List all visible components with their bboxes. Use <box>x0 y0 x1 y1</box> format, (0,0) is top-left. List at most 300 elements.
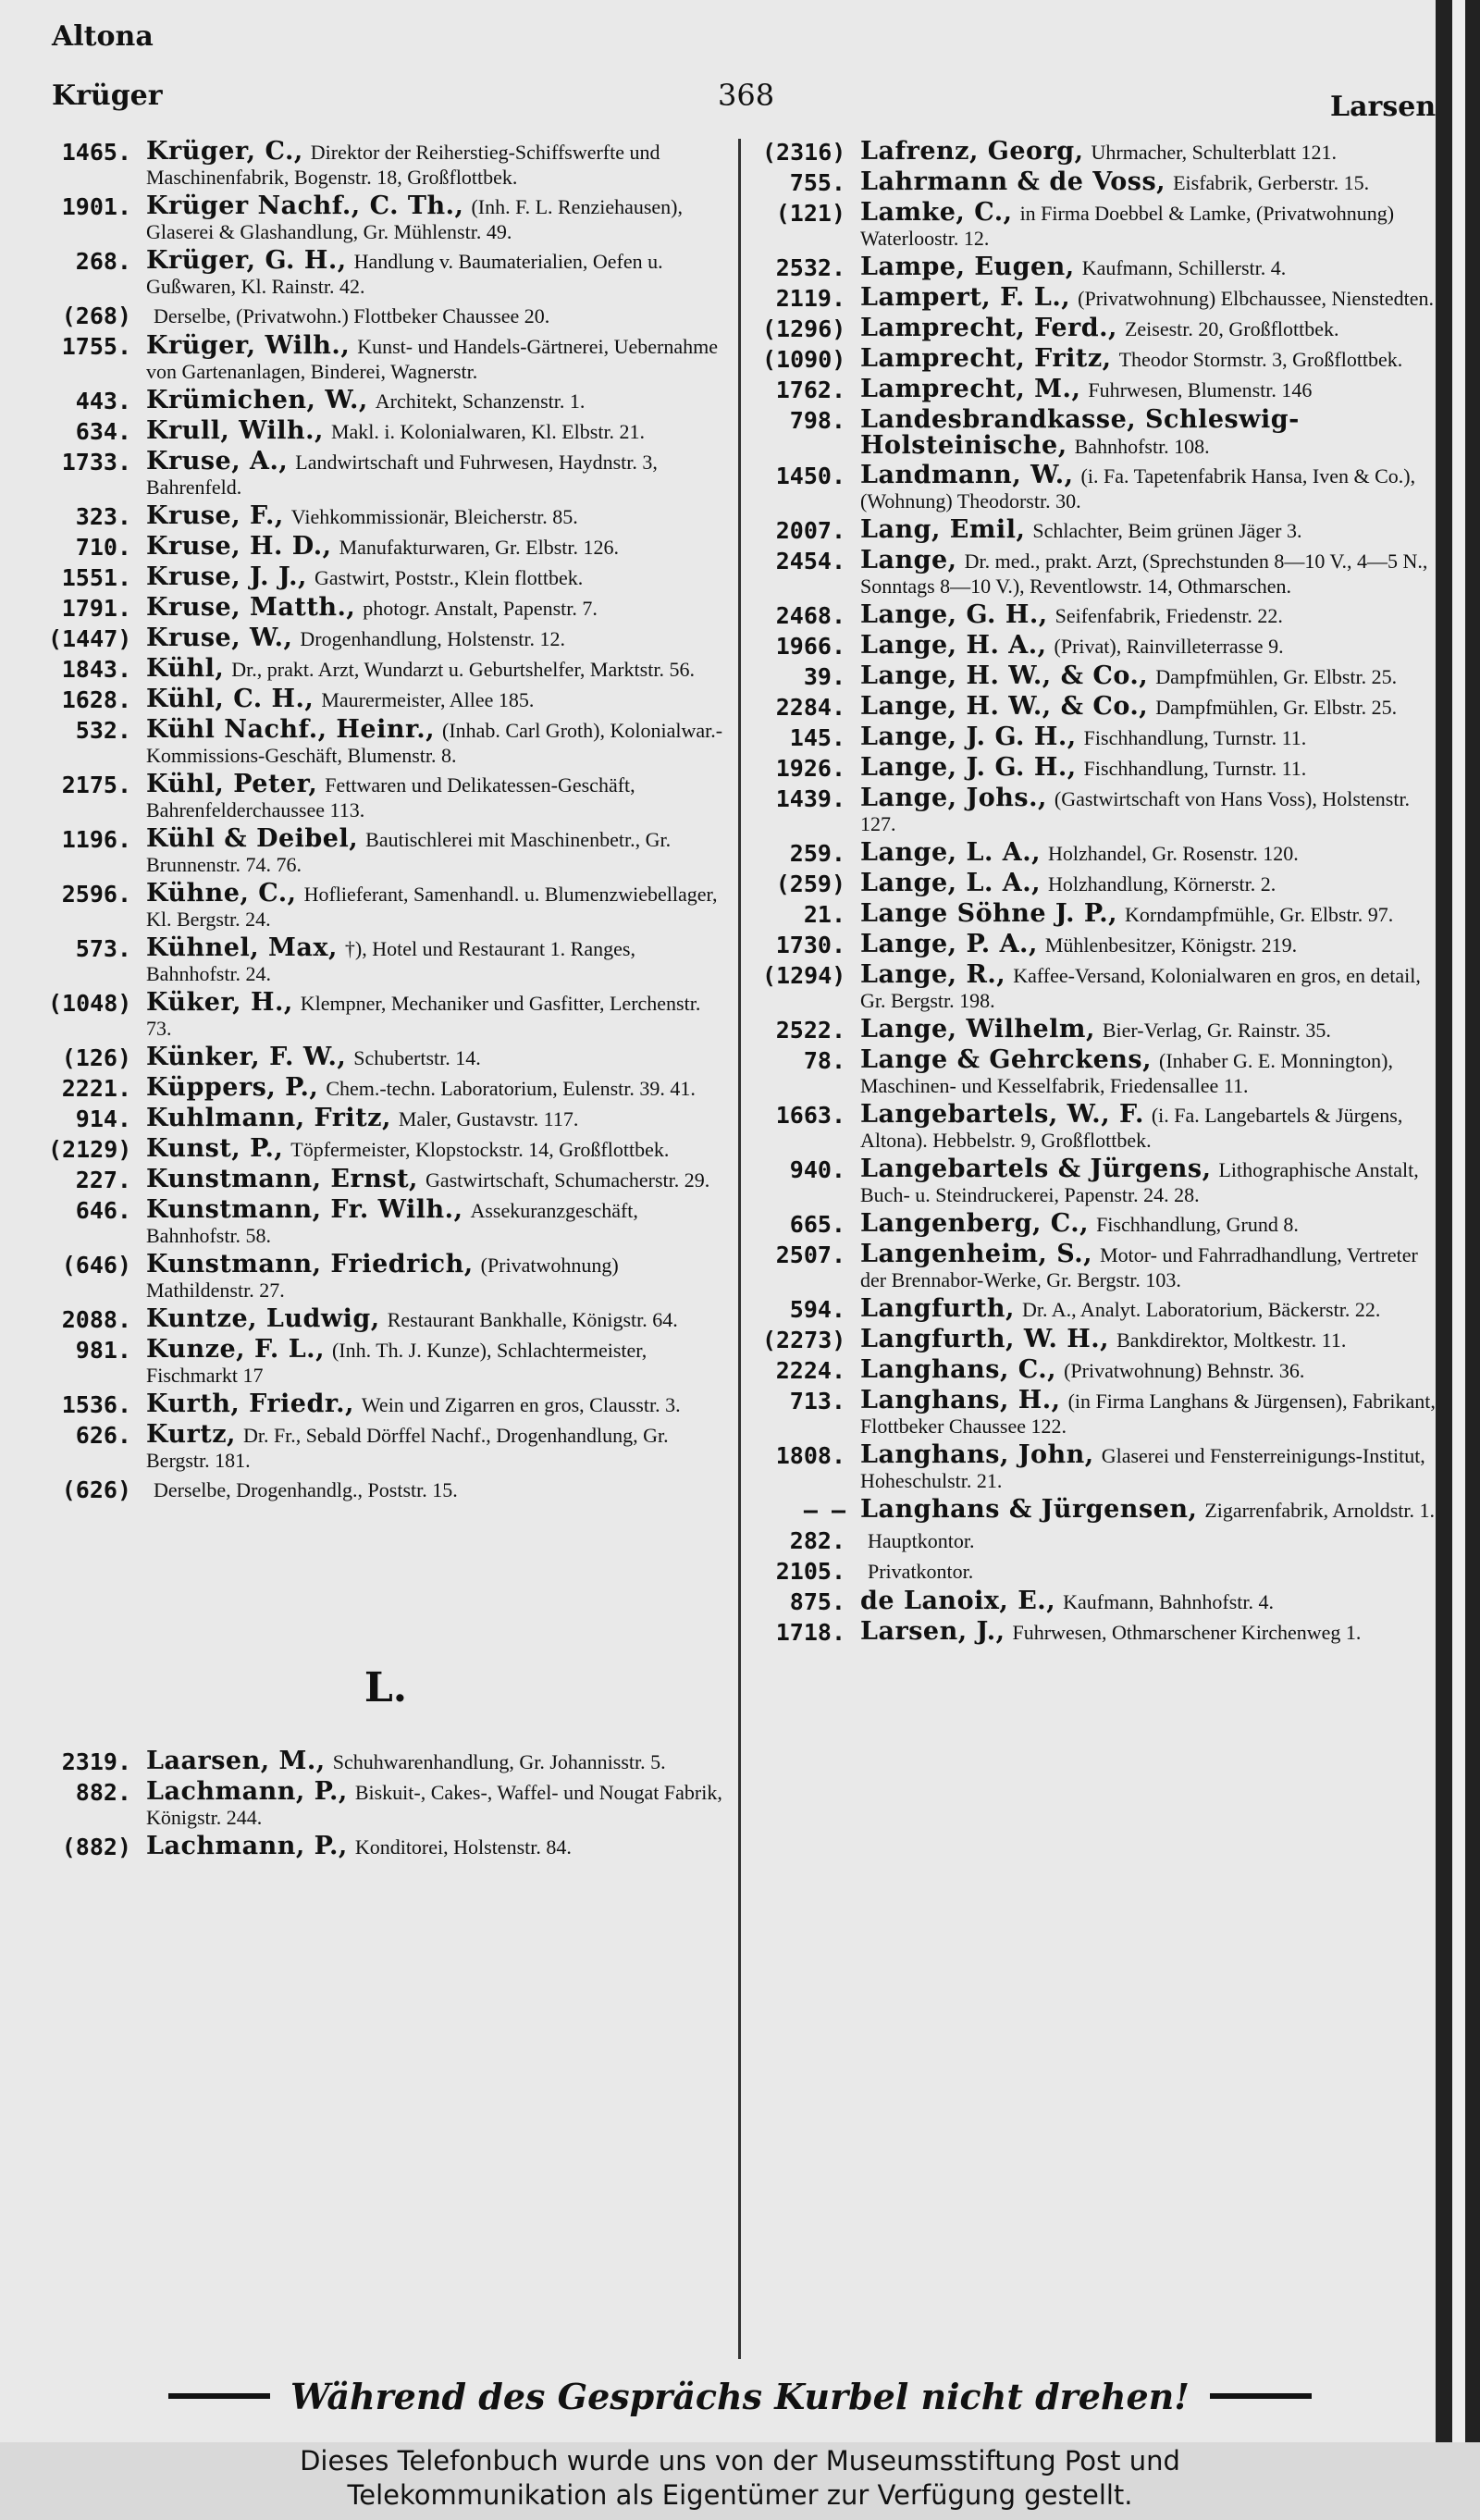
entry-details: Fettwaren und Delikatessen-Geschäft, Bahrenfelderchaussee 113. <box>146 773 635 821</box>
right-running-head: Larsen <box>1330 91 1437 123</box>
entry-details: Hauptkontor. <box>868 1529 975 1552</box>
directory-entry <box>48 1779 723 1830</box>
entry-details: Gastwirt, Poststr., Klein flottbek. <box>314 566 584 589</box>
phone-number: 21. <box>803 901 845 928</box>
directory-entry <box>48 564 723 591</box>
phone-number: 443. <box>75 388 131 414</box>
subscriber-name: Kuntze, Ludwig, <box>146 1304 380 1333</box>
directory-entry <box>48 333 723 384</box>
entry-details: Architekt, Schanzenstr. 1. <box>375 389 586 413</box>
entry-body <box>146 1476 723 1503</box>
entry-details: Kaufmann, Schillerstr. 4. <box>1081 256 1287 279</box>
directory-entry <box>762 1327 1436 1353</box>
subscriber-name: Lamprecht, Ferd., <box>860 314 1117 342</box>
phone-number: 875. <box>789 1588 845 1615</box>
entry-details: (Inh. Th. J. Kunze), Schlachtermeister, Fischmarkt 17 <box>146 1339 648 1387</box>
section-letter: L. <box>364 1664 408 1711</box>
phone-number: 2088. <box>61 1306 131 1333</box>
directory-entry <box>762 1588 1436 1615</box>
entry-details: Hoflieferant, Samenhandl. u. Blumenzwiebellager, Kl. Bergstr. 24. <box>146 883 718 931</box>
entry-details: (Inh. F. L. Renziehausen), Glaserei & Glashandlung, Gr. Mühlenstr. 49. <box>146 195 683 243</box>
phone-number: 626. <box>75 1422 131 1449</box>
subscriber-name: Kühl Nachf., Heinr., <box>146 715 436 744</box>
subscriber-name: Kühl, C. H., <box>146 685 314 713</box>
entry-details: Dr. A., Analyt. Laboratorium, Bäckerstr. 22. <box>1021 1298 1381 1321</box>
directory-entry <box>762 755 1436 782</box>
entry-details: Schlachter, Beim grünen Jäger 3. <box>1032 519 1302 542</box>
entry-details: Manufakturwaren, Gr. Elbstr. 126. <box>339 536 619 559</box>
phone-number: (121) <box>775 200 845 227</box>
subscriber-name: Langfurth, <box>860 1294 1015 1323</box>
entry-body <box>860 901 1436 928</box>
phone-number: 573. <box>75 935 131 962</box>
directory-entry <box>762 517 1436 544</box>
phone-number: 1465. <box>61 139 131 166</box>
directory-entry <box>48 449 723 500</box>
directory-entry <box>762 346 1436 373</box>
entry-details: Holzhandlung, Körnerstr. 2. <box>1048 872 1276 896</box>
phone-number: 1628. <box>61 686 131 713</box>
directory-entry <box>762 871 1436 897</box>
subscriber-name: de Lanoix, E., <box>860 1587 1056 1615</box>
phone-number: 1450. <box>775 463 845 489</box>
entry-details: Fischhandlung, Grund 8. <box>1096 1213 1299 1236</box>
entry-details: Direktor der Reiherstieg-Schiffswerfte und Maschinenfabrik, Bogenstr. 18, Großflottbek. <box>146 141 660 189</box>
phone-number: 2175. <box>61 772 131 798</box>
entry-body <box>146 1075 723 1102</box>
entry-body <box>146 1136 723 1163</box>
entry-body <box>146 625 723 652</box>
entry-body <box>860 517 1436 544</box>
phone-number: 2532. <box>775 254 845 281</box>
subscriber-name: Lange, Johs., <box>860 784 1047 812</box>
entry-body <box>146 1391 723 1418</box>
phone-number: 2319. <box>61 1748 131 1775</box>
subscriber-name: Lafrenz, Georg, <box>860 137 1084 166</box>
entry-details: Dr., prakt. Arzt, Wundarzt u. Geburtshelfer, Marktstr. 56. <box>231 658 695 681</box>
entry-details: Fischhandlung, Turnstr. 11. <box>1083 757 1307 780</box>
entry-body <box>146 1106 723 1132</box>
directory-entry <box>48 717 723 768</box>
directory-entry <box>762 633 1436 660</box>
phone-number: 1966. <box>775 633 845 660</box>
entry-body <box>146 1337 723 1388</box>
entry-details: (i. Fa. Langebartels & Jürgens, Altona). Hebbelstr. 9, Großflottbek. <box>860 1104 1403 1152</box>
entry-body <box>860 694 1436 721</box>
directory-entry <box>762 1211 1436 1238</box>
subscriber-name: Lange, H. W., & Co., <box>860 661 1149 690</box>
entry-details: Biskuit-, Cakes-, Waffel- und Nougat Fabrik, Königstr. 244. <box>146 1781 722 1829</box>
directory-entry <box>762 1241 1436 1292</box>
subscriber-name: Lange & Gehrckens, <box>860 1045 1152 1074</box>
directory-entry <box>762 785 1436 836</box>
entry-details: Gastwirtschaft, Schumacherstr. 29. <box>425 1168 710 1192</box>
phone-number: 2284. <box>775 694 845 721</box>
entry-details: Seifenfabrik, Friedenstr. 22. <box>1054 604 1283 627</box>
phone-number: 532. <box>75 717 131 744</box>
subscriber-name: Langebartels & Jürgens, <box>860 1155 1212 1183</box>
entry-body <box>146 534 723 561</box>
phone-number: 981. <box>75 1337 131 1364</box>
subscriber-name: Kunstmann, Friedrich, <box>146 1250 474 1279</box>
entry-details: Landwirtschaft und Fuhrwesen, Haydnstr. 3, Bahrenfeld. <box>146 451 658 499</box>
directory-entry <box>48 772 723 822</box>
directory-entry <box>762 1497 1436 1524</box>
subscriber-name: Künker, F. W., <box>146 1043 347 1071</box>
entry-details: Wein und Zigarren en gros, Clausstr. 3. <box>361 1393 681 1416</box>
directory-entry <box>762 1102 1436 1153</box>
phone-number: 1843. <box>61 656 131 683</box>
directory-entry <box>762 285 1436 312</box>
entry-details: Schuhwarenhandlung, Gr. Johannisstr. 5. <box>332 1750 666 1773</box>
entry-body <box>860 1619 1436 1646</box>
subscriber-name: Kunstmann, Ernst, <box>146 1165 418 1193</box>
phone-number: 710. <box>75 534 131 561</box>
slogan-rule-left <box>168 2393 270 2399</box>
subscriber-name: Langebartels, W., F. <box>860 1100 1144 1129</box>
directory-entry <box>48 1197 723 1248</box>
phone-number: 646. <box>75 1197 131 1224</box>
entry-details: (Privatwohnung) Mathildenstr. 27. <box>146 1254 619 1302</box>
entry-body <box>860 315 1436 342</box>
entry-details: Holzhandel, Gr. Rosenstr. 120. <box>1048 842 1299 865</box>
subscriber-name: Kruse, A., <box>146 447 289 476</box>
entry-details: (i. Fa. Tapetenfabrik Hansa, Iven & Co.), (Wohnung) Theodorstr. 30. <box>860 464 1416 513</box>
directory-entry <box>48 1136 723 1163</box>
subscriber-name: Lange, P. A., <box>860 930 1038 958</box>
phone-number: 798. <box>789 407 845 434</box>
entry-details: Schubertstr. 14. <box>353 1046 481 1069</box>
subscriber-name: Krüger Nachf., C. Th., <box>146 191 464 220</box>
entry-body <box>860 1527 1436 1554</box>
entry-body <box>860 200 1436 251</box>
right-column <box>762 139 1436 1649</box>
entry-details: (Privatwohnung) Elbchaussee, Nienstedten. <box>1078 287 1435 310</box>
phone-number: 2522. <box>775 1017 845 1044</box>
entry-details: Drogenhandlung, Holstenstr. 12. <box>300 627 566 650</box>
entry-body <box>860 1047 1436 1098</box>
phone-number: 914. <box>75 1106 131 1132</box>
subscriber-name: Kühl, Peter, <box>146 770 318 798</box>
directory-entry <box>48 139 723 190</box>
directory-entry <box>762 315 1436 342</box>
directory-entry <box>762 1296 1436 1323</box>
subscriber-name: Kruse, J. J., <box>146 562 307 591</box>
entry-details: Korndampfmühle, Gr. Elbstr. 97. <box>1125 903 1394 926</box>
phone-number: 1439. <box>775 785 845 812</box>
phone-number: 713. <box>789 1388 845 1414</box>
entry-body <box>860 169 1436 196</box>
slogan-text: Während des Gesprächs Kurbel nicht drehen! <box>290 2375 1190 2417</box>
directory-entry <box>48 656 723 683</box>
entry-body <box>860 724 1436 751</box>
subscriber-name: Krüger, C., <box>146 137 303 166</box>
entry-details: Handlung v. Baumaterialien, Oefen u. Gußwaren, Kl. Rainstr. 42. <box>146 250 663 298</box>
entry-details: Dampfmühlen, Gr. Elbstr. 25. <box>1155 665 1398 688</box>
entry-body <box>860 871 1436 897</box>
entry-body <box>860 346 1436 373</box>
phone-number: 1733. <box>61 449 131 476</box>
phone-number: 634. <box>75 418 131 445</box>
subscriber-name: Kruse, H. D., <box>146 532 332 561</box>
credit-notice <box>0 2444 1480 2520</box>
entry-body <box>146 1197 723 1248</box>
phone-number: (268) <box>61 303 131 329</box>
directory-entry <box>762 139 1436 166</box>
entry-body <box>860 1241 1436 1292</box>
phone-number: 227. <box>75 1167 131 1193</box>
entry-details: Makl. i. Kolonialwaren, Kl. Elbstr. 21. <box>330 420 646 443</box>
phone-number: 2007. <box>775 517 845 544</box>
entry-details: Chem.-techn. Laboratorium, Eulenstr. 39. 41. <box>326 1077 696 1100</box>
directory-entry <box>48 881 723 932</box>
entry-body <box>860 1388 1436 1439</box>
entry-body <box>860 1588 1436 1615</box>
entry-details: (Gastwirtschaft von Hans Voss), Holstenstr. 127. <box>860 787 1411 835</box>
subscriber-name: Lampert, F. L., <box>860 283 1071 312</box>
subscriber-name: Langenheim, S., <box>860 1240 1093 1268</box>
subscriber-name: Lange, R., <box>860 960 1006 989</box>
subscriber-name: Lachmann, P., <box>146 1777 348 1806</box>
subscriber-name: Lahrmann & de Voss, <box>860 167 1166 196</box>
entry-body <box>146 1779 723 1830</box>
entry-details: Assekuranzgeschäft, Bahnhofstr. 58. <box>146 1199 638 1247</box>
slogan-rule-right <box>1210 2393 1312 2399</box>
page-edge-strip <box>1452 0 1465 2442</box>
directory-entry <box>48 534 723 561</box>
entry-details: Töpfermeister, Klopstockstr. 14, Großflottbek. <box>290 1138 670 1161</box>
directory-entry <box>48 1337 723 1388</box>
entry-body <box>146 1167 723 1193</box>
entry-body <box>860 1497 1436 1524</box>
subscriber-name: Krüger, Wilh., <box>146 331 351 360</box>
subscriber-name: Kunze, F. L., <box>146 1335 325 1364</box>
entry-body <box>146 303 723 329</box>
subscriber-name: Lange, L. A., <box>860 869 1041 897</box>
phone-number: 268. <box>75 248 131 275</box>
phone-number: (882) <box>61 1834 131 1860</box>
entry-details: Mühlenbesitzer, Königstr. 219. <box>1044 933 1298 957</box>
entry-list-l <box>48 1748 723 1860</box>
directory-entry <box>48 1748 723 1775</box>
subscriber-name: Krüger, G. H., <box>146 246 347 275</box>
phone-number: (626) <box>61 1476 131 1503</box>
phone-number: 1551. <box>61 564 131 591</box>
directory-entry <box>48 248 723 299</box>
directory-entry <box>762 840 1436 867</box>
phone-number: 2507. <box>775 1241 845 1268</box>
directory-entry <box>762 901 1436 928</box>
phone-number: (646) <box>61 1252 131 1279</box>
subscriber-name: Kurth, Friedr., <box>146 1390 354 1418</box>
subscriber-name: Lange, Wilhelm, <box>860 1015 1095 1044</box>
entry-body <box>860 463 1436 513</box>
phone-number: 145. <box>789 724 845 751</box>
entry-body <box>146 1252 723 1303</box>
entry-details: Viehkommissionär, Bleicherstr. 85. <box>290 505 578 528</box>
phone-number: 594. <box>789 1296 845 1323</box>
directory-entry <box>762 694 1436 721</box>
entry-body <box>146 503 723 530</box>
entry-details: Lithographische Anstalt, Buch- u. Steindruckerei, Papenstr. 24. 28. <box>860 1158 1419 1206</box>
entry-body <box>860 840 1436 867</box>
directory-entry <box>762 602 1436 629</box>
footer-slogan <box>0 2368 1480 2424</box>
subscriber-name: Langhans, John, <box>860 1440 1094 1469</box>
entry-body <box>860 254 1436 281</box>
directory-entry <box>48 1476 723 1503</box>
directory-entry <box>762 377 1436 403</box>
subscriber-name: Kühl & Deibel, <box>146 824 359 853</box>
entry-details: Kunst- und Handels-Gärtnerei, Uebernahme von Gartenanlagen, Binderei, Wagnerstr. <box>146 335 718 383</box>
entry-body <box>146 1044 723 1071</box>
entry-body <box>860 285 1436 312</box>
directory-entry <box>48 1167 723 1193</box>
credit-line-2: Telekommunikation als Eigentümer zur Verfügung gestellt. <box>347 2479 1133 2511</box>
city-header: Altona <box>52 20 154 53</box>
entry-details: Glaserei und Fensterreinigungs-Institut, Hoheschulstr. 21. <box>860 1444 1425 1492</box>
directory-entry <box>48 1422 723 1473</box>
subscriber-name: Kurtz, <box>146 1420 236 1449</box>
entry-body <box>146 990 723 1041</box>
subscriber-name: Lange, J. G. H., <box>860 723 1077 751</box>
directory-entry <box>48 826 723 877</box>
directory-entry <box>762 254 1436 281</box>
directory-entry <box>762 463 1436 513</box>
entry-body <box>146 564 723 591</box>
entry-details: in Firma Doebbel & Lamke, (Privatwohnung) Waterloostr. 12. <box>860 202 1395 250</box>
entry-body <box>146 772 723 822</box>
entry-details: Kaffee-Versand, Kolonialwaren en gros, en detail, Gr. Bergstr. 198. <box>860 964 1421 1012</box>
entry-details: Fischhandlung, Turnstr. 11. <box>1083 726 1307 749</box>
entry-details: (Privatwohnung) Behnstr. 36. <box>1064 1359 1305 1382</box>
column-divider <box>738 139 741 2359</box>
directory-entry <box>762 663 1436 690</box>
directory-entry <box>762 1388 1436 1439</box>
phone-number: 78. <box>803 1047 845 1074</box>
phone-number: 39. <box>803 663 845 690</box>
phone-number: (2129) <box>48 1136 132 1163</box>
entry-body <box>146 449 723 500</box>
directory-entry <box>762 1047 1436 1098</box>
entry-body <box>860 755 1436 782</box>
directory-entry <box>48 1075 723 1102</box>
subscriber-name: Krull, Wilh., <box>146 416 324 445</box>
directory-entry <box>48 418 723 445</box>
subscriber-name: Langenberg, C., <box>860 1209 1090 1238</box>
directory-entry <box>48 625 723 652</box>
entry-details: Derselbe, (Privatwohn.) Flottbeker Chaussee 20. <box>154 304 550 327</box>
phone-number: 882. <box>75 1779 131 1806</box>
subscriber-name: Lamke, C., <box>860 198 1013 227</box>
entry-body <box>860 1327 1436 1353</box>
entry-details: Dr. med., prakt. Arzt, (Sprechstunden 8—10 V., 4—5 N., Sonntags 8—10 V.), Reventlowstr. 14, Othmarschen. <box>860 550 1428 598</box>
entry-details: Motor- und Fahrradhandlung, Vertreter der Brennabor-Werke, Gr. Bergstr. 103. <box>860 1243 1418 1291</box>
subscriber-name: Lange, H. A., <box>860 631 1047 660</box>
entry-body <box>860 1357 1436 1384</box>
phone-number: (1296) <box>762 315 846 342</box>
entry-body <box>860 602 1436 629</box>
entry-details: Restaurant Bankhalle, Königstr. 64. <box>387 1308 678 1331</box>
entry-body <box>860 1442 1436 1493</box>
phone-number: (1447) <box>48 625 132 652</box>
entry-details: Bier-Verlag, Gr. Rainstr. 35. <box>1102 1019 1331 1042</box>
phone-number: 1808. <box>775 1442 845 1469</box>
entry-body <box>146 139 723 190</box>
phone-number: (259) <box>775 871 845 897</box>
entry-body <box>146 935 723 986</box>
phone-number: 1730. <box>775 932 845 958</box>
directory-entry <box>48 1834 723 1860</box>
entry-details: Maurermeister, Allee 185. <box>321 688 535 711</box>
entry-details: Zeisestr. 20, Großflottbek. <box>1124 317 1339 340</box>
phone-number: 2221. <box>61 1075 131 1102</box>
entry-details: Fuhrwesen, Othmarschener Kirchenweg 1. <box>1012 1621 1362 1644</box>
directory-entry <box>48 503 723 530</box>
directory-entry <box>762 1017 1436 1044</box>
entry-details: Zigarrenfabrik, Arnoldstr. 1. <box>1204 1499 1436 1522</box>
subscriber-name: Lange Söhne J. P., <box>860 899 1118 928</box>
entry-details: Maler, Gustavstr. 117. <box>398 1107 579 1130</box>
entry-details: (Privat), Rainvilleterrasse 9. <box>1054 635 1284 658</box>
phone-number: 259. <box>789 840 845 867</box>
subscriber-name: Lachmann, P., <box>146 1832 348 1860</box>
entry-body <box>860 377 1436 403</box>
entry-details: Eisfabrik, Gerberstr. 15. <box>1173 171 1370 194</box>
phone-number: 2468. <box>775 602 845 629</box>
phone-number: 1791. <box>61 595 131 622</box>
phone-number: 755. <box>789 169 845 196</box>
entry-body <box>860 1211 1436 1238</box>
subscriber-name: Landesbrandkasse, Schleswig-Holsteinische, <box>860 405 1300 460</box>
phone-number: (2316) <box>762 139 846 166</box>
entry-details: †), Hotel und Restaurant 1. Ranges, Bahnhofstr. 24. <box>146 937 635 985</box>
directory-entry <box>762 1442 1436 1493</box>
subscriber-name: Kühl, <box>146 654 225 683</box>
subscriber-name: Kühne, C., <box>146 879 297 908</box>
subscriber-name: Larsen, J., <box>860 1617 1005 1646</box>
subscriber-name: Kunst, P., <box>146 1134 284 1163</box>
page-number: 368 <box>718 78 775 113</box>
phone-number: 2596. <box>61 881 131 908</box>
entry-details: (Inhaber G. E. Monnington), Maschinen- und Kesselfabrik, Friedensallee 11. <box>860 1049 1393 1097</box>
directory-entry <box>48 303 723 329</box>
entry-list-k <box>48 139 723 1503</box>
entry-details: (Inhab. Carl Groth), Kolonialwar.-Kommissions-Geschäft, Blumenstr. 8. <box>146 719 723 767</box>
directory-entry <box>762 932 1436 958</box>
phone-number: 1536. <box>61 1391 131 1418</box>
phone-number: 940. <box>789 1156 845 1183</box>
phone-number: 1718. <box>775 1619 845 1646</box>
entry-list-right <box>762 139 1436 1646</box>
subscriber-name: Küker, H., <box>146 988 293 1017</box>
entry-details: Dr. Fr., Sebald Dörffel Nachf., Drogenhandlung, Gr. Bergstr. 181. <box>146 1424 669 1472</box>
directory-entry <box>762 1357 1436 1384</box>
credit-line-1: Dieses Telefonbuch wurde uns von der Museumsstiftung Post und <box>300 2445 1180 2477</box>
entry-body <box>146 881 723 932</box>
entry-details: Bautischlerei mit Maschinenbetr., Gr. Brunnenstr. 74. 76. <box>146 828 672 876</box>
entry-body <box>860 663 1436 690</box>
entry-body <box>146 656 723 683</box>
directory-entry <box>48 1391 723 1418</box>
directory-entry <box>48 595 723 622</box>
phone-number: 1926. <box>775 755 845 782</box>
entry-body <box>860 962 1436 1013</box>
phone-number: 1755. <box>61 333 131 360</box>
subscriber-name: Lamprecht, Fritz, <box>860 344 1112 373</box>
directory-entry <box>48 193 723 244</box>
subscriber-name: Lange, H. W., & Co., <box>860 692 1149 721</box>
